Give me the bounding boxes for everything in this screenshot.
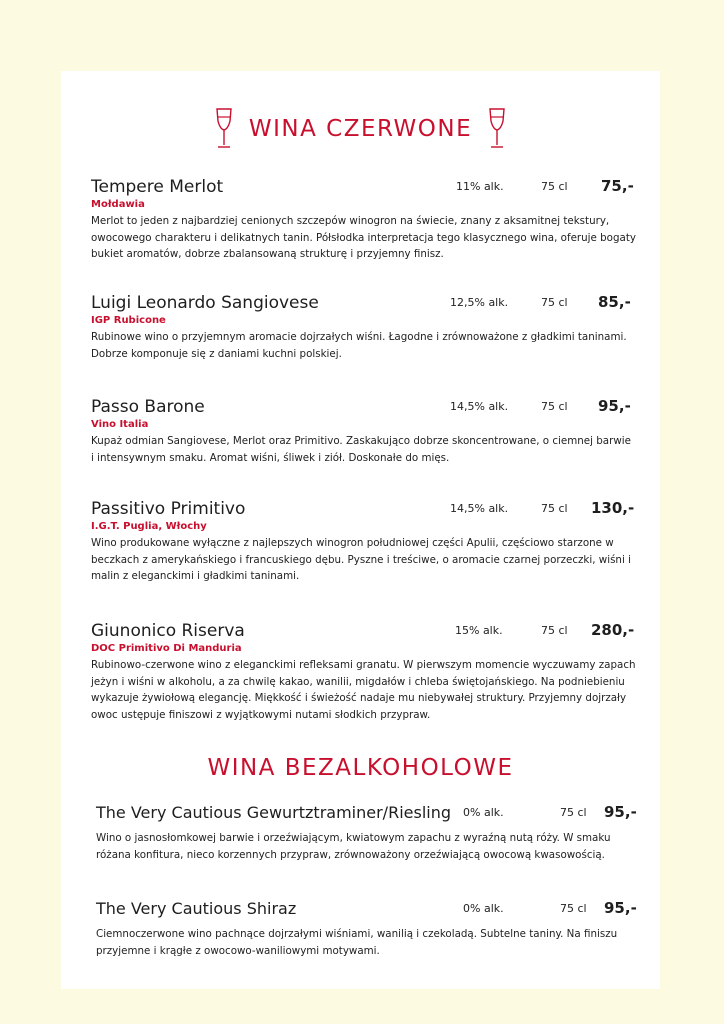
wine-name: The Very Cautious Shiraz (96, 899, 297, 918)
wine-name: Giunonico Riserva (91, 621, 245, 641)
wine-description: Merlot to jeden z najbardziej cenionych szczepów winogron na świecie, znany z aksamitnej tekstury, owocowego charakteru i delikatnych tanin. Półsłodka interpretacja tego klasycznego wina, oferuje bogaty bukiet aromatów, dobrze zbalansowaną strukturę i przyjemny finisz. (91, 215, 636, 260)
wine-glass-icon (488, 107, 506, 151)
wine-volume: 75 cl (541, 296, 568, 309)
wine-description: Kupaż odmian Sangiovese, Merlot oraz Primitivo. Zaskakująco dobrze skoncentrowane, o ciemnej barwie i intensywnym smaku. Aromat wiśni, śliwek i ziół. Doskonałe do mięs. (91, 435, 631, 464)
wine-origin: DOC Primitivo Di Manduria (91, 643, 242, 654)
wine-volume: 75 cl (541, 624, 568, 637)
wine-price: 95,- (604, 803, 637, 821)
wine-item (61, 499, 660, 582)
wine-alcohol: 0% alk. (463, 806, 504, 819)
wine-item (61, 397, 660, 464)
wine-alcohol: 11% alk. (456, 180, 504, 193)
wine-alcohol: 0% alk. (463, 902, 504, 915)
wine-price: 95,- (598, 397, 631, 415)
menu-page (61, 71, 660, 989)
section-header-red (61, 107, 660, 151)
wine-description: Rubinowo-czerwone wino z eleganckimi refleksami granatu. W pierwszym momencie wyczuwamy zapach jeżyn i wiśni w alkoholu, a za chwilę kakao, wanilii, migdałów i chleba świętojańskiego. Na podniebieniu wykazuje żywiołową elegancję. Miękkość i świeżość nadaje mu niebywałej struktury. Przyjemny dojrzały owoc ustępuje finiszowi z wyjątkowymi nutami słodkich przypraw. (91, 659, 636, 721)
wine-price: 95,- (604, 899, 637, 917)
wine-item (61, 803, 660, 861)
wine-origin: Mołdawia (91, 199, 145, 210)
wine-item (61, 177, 660, 260)
wine-name: Luigi Leonardo Sangiovese (91, 293, 319, 313)
section-title-nonalcoholic: WINA BEZALKOHOLOWE (207, 755, 514, 781)
wine-price: 75,- (601, 177, 634, 195)
wine-name: Passo Barone (91, 397, 205, 417)
wine-item (61, 621, 660, 721)
wine-volume: 75 cl (541, 400, 568, 413)
wine-volume: 75 cl (541, 502, 568, 515)
wine-name: Tempere Merlot (91, 177, 224, 197)
wine-item (61, 899, 660, 957)
wine-volume: 75 cl (560, 806, 587, 819)
section-title-red: WINA CZERWONE (248, 116, 473, 142)
wine-origin: I.G.T. Puglia, Włochy (91, 521, 207, 532)
wine-name: Passitivo Primitivo (91, 499, 246, 519)
wine-alcohol: 15% alk. (455, 624, 503, 637)
wine-origin: Vino Italia (91, 419, 149, 430)
wine-alcohol: 12,5% alk. (450, 296, 509, 309)
wine-description: Ciemnoczerwone wino pachnące dojrzałymi wiśniami, wanilią i czekoladą. Subtelne taniny. Na finiszu przyjemne i krągłe z owocowo-waniliowymi motywami. (96, 928, 618, 957)
wine-alcohol: 14,5% alk. (450, 400, 509, 413)
wine-price: 130,- (591, 499, 635, 517)
wine-description: Wino o jasnosłomkowej barwie i orzeźwiającym, kwiatowym zapachu z wyraźną nutą róży. W smaku różana konfitura, nieco korzennych przypraw, zrównoważony orzeźwiającą owocową kwasowością. (96, 832, 611, 861)
wine-name: The Very Cautious Gewurtztraminer/Riesling (96, 803, 451, 822)
wine-volume: 75 cl (560, 902, 587, 915)
wine-item (61, 293, 660, 360)
wine-alcohol: 14,5% alk. (450, 502, 509, 515)
wine-price: 280,- (591, 621, 635, 639)
wine-origin: IGP Rubicone (91, 315, 166, 326)
wine-volume: 75 cl (541, 180, 568, 193)
wine-description: Wino produkowane wyłączne z najlepszych winogron południowej części Apulii, częściowo starzone w beczkach z amerykańskiego i francuskiego dębu. Pyszne i treściwe, o aromacie czarnej porzeczki, wiśni i malin z eleganckimi i gładkimi taninami. (91, 537, 631, 582)
wine-price: 85,- (598, 293, 631, 311)
wine-description: Rubinowe wino o przyjemnym aromacie dojrzałych wiśni. Łagodne i zrównoważone z gładkimi taninami. Dobrze komponuje się z daniami kuchni polskiej. (91, 331, 627, 360)
wine-glass-icon (215, 107, 233, 151)
